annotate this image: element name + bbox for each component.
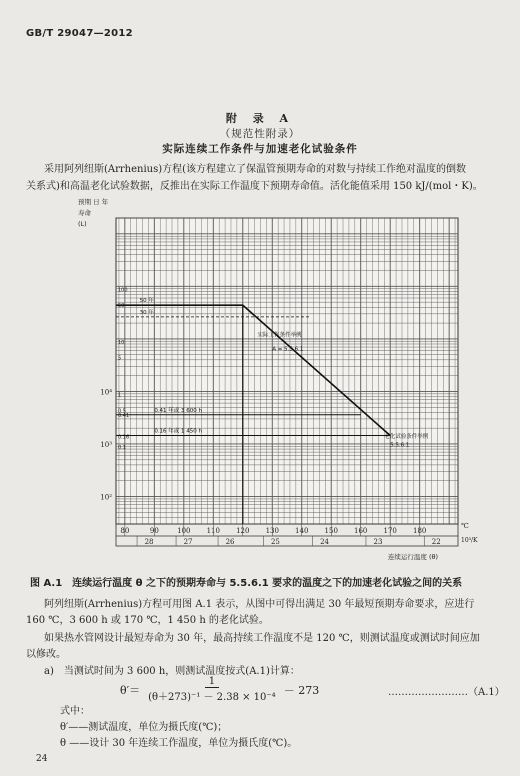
body-p3-line2: 以修改。 (26, 649, 66, 660)
chart-annotation: 0.16 年或 1 450 h (154, 428, 203, 435)
x-tick-label: 120 (236, 527, 250, 535)
x-tick-label: 170 (383, 527, 397, 535)
x-tick-label: 110 (206, 527, 220, 535)
formula-numerator: 1 (205, 676, 219, 688)
x-recip-label: 25 (270, 538, 280, 546)
standard-number: GB/T 29047—2012 (26, 28, 133, 39)
appendix-title: 附 录 A (225, 112, 295, 125)
x-axis-title: 连续运行温度 (θ) (387, 553, 438, 561)
plot-frame (116, 218, 458, 524)
intro-line-1: 采用阿列纽斯(Arrhenius)方程(该方程建立了保温管预期寿命的对数与持续工作绝对温度的倒数 (44, 164, 467, 175)
body-def-theta-prime: θ′——测试温度，单位为摄氏度(℃)； (60, 722, 228, 733)
year-tick-label: 0.5 (118, 408, 126, 415)
chart-annotation: 实际工作条件举例 (257, 332, 302, 339)
formula-lhs: θ′＝ (120, 683, 141, 697)
x-tick-label: 140 (295, 527, 309, 535)
chart-annotation: 0.41 年或 3 600 h (154, 407, 203, 414)
x-tick-label: 90 (149, 527, 159, 535)
x-recip-label: 24 (320, 538, 330, 546)
x-unit-reciprocal: 10³/K (461, 537, 478, 544)
chart-grid (116, 218, 458, 546)
intro-line-2: 关系式)和高温老化试验数据，反推出在实际工作温度下预期寿命值。活化能值采用 150 kJ/(mol・K)。 (26, 181, 483, 192)
x-recip-label: 28 (144, 538, 154, 546)
x-tick-label: 160 (354, 527, 368, 535)
chart-annotation: 50 年 (139, 298, 154, 305)
year-tick-label: 0.1 (118, 445, 126, 452)
body-p2-line1: 阿列纽斯(Arrhenius)方程可用图 A.1 表示，从图中可得出满足 30 年最短预期寿命要求，应进行 (44, 599, 475, 610)
x-tick-label: 180 (412, 527, 427, 535)
formula-fraction (144, 676, 280, 703)
formula-tail: － 273 (283, 683, 320, 697)
x-recip-label: 27 (183, 538, 193, 546)
page-number: 24 (36, 754, 48, 764)
body-p3-line1: 如果热水管网设计最短寿命为 30 年，最高持续工作温度不是 120 ℃，则测试温度或测试时间应加 (44, 633, 480, 644)
body-p4: a) 当测试时间为 3 600 h，则测试温度按式(A.1)计算： (44, 666, 300, 677)
year-tick-label: 5 (118, 355, 122, 362)
y-axis-title: 寿命 (78, 209, 91, 217)
year-tick-label: 1 (118, 392, 122, 399)
x-tick-label: 130 (265, 527, 279, 535)
y-axis-title: (L) (78, 220, 87, 228)
chart-annotation: 老化试验条件举例 (384, 433, 429, 440)
appendix-type: （规范性附录） (219, 128, 301, 140)
body-p2-line2: 160 ℃，3 600 h 或 170 ℃，1 450 h 的老化试验。 (26, 615, 269, 626)
y-axis-title: 预期 日 年 (78, 198, 109, 206)
x-tick-label: 150 (324, 527, 338, 535)
body-where: 式中： (60, 706, 90, 717)
y-tick-label: 10⁴ (100, 388, 112, 397)
year-tick-label: 0.41 (118, 412, 130, 419)
x-unit-celsius: ℃ (461, 522, 469, 530)
figure-caption: 图 A.1 连续运行温度 θ 之下的预期寿命与 5.5.6.1 要求的温度之下的加速老化试验之间的关系 (30, 578, 463, 589)
year-tick-label: 0.16 (118, 434, 130, 441)
chart-annotation: 5.5.6.1 (390, 442, 410, 449)
year-tick-label: 50 (118, 303, 125, 310)
formula-denominator: (θ＋273)⁻¹ － 2.38 × 10⁻⁴ (148, 692, 276, 703)
y-tick-label: 10² (100, 493, 112, 502)
formula-number: ……………………（A.1） (388, 687, 505, 698)
x-tick-label: 100 (177, 527, 191, 535)
body-def-theta: θ ——设计 30 年连续工作温度，单位为摄氏度(℃)。 (60, 738, 298, 749)
x-recip-label: 23 (373, 538, 383, 546)
year-tick-label: 10 (118, 339, 125, 346)
chart-annotation: 30 年 (139, 309, 154, 316)
x-tick-label: 80 (120, 527, 130, 535)
chart-annotation: A = 5.5.6.1 (272, 346, 304, 353)
x-recip-label: 26 (225, 538, 235, 546)
appendix-subtitle: 实际连续工作条件与加速老化试验条件 (162, 143, 358, 155)
formula-a1 (120, 676, 319, 703)
x-recip-label: 22 (431, 538, 441, 546)
y-tick-label: 10³ (100, 440, 112, 449)
year-tick-label: 100 (118, 287, 128, 294)
x-scale-box (116, 524, 458, 546)
